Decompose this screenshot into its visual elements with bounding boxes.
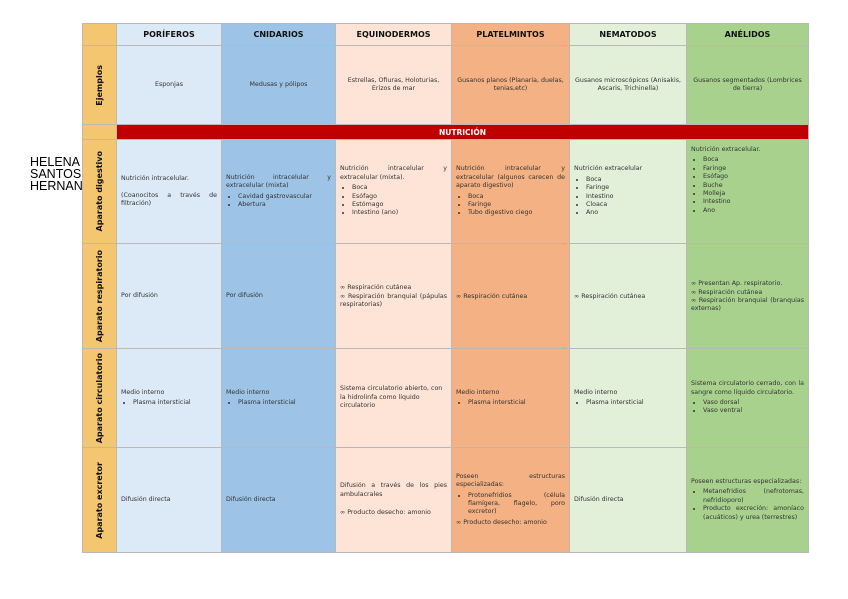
row-excretor [83,448,809,553]
digestivo-anelidos: Nutrición extracelular. • Boca • Faringe • Esófago • Buche • Molleja • Intestino • Ano [687,140,809,244]
row-label-respiratorio: Aparato respiratorio [83,244,117,349]
author-line-2: SANTOS [30,167,82,181]
row-respiratorio [83,244,809,349]
list-item: • Boca [586,176,682,184]
excretor-poriferos: Difusión directa [117,448,222,553]
ejemplos-equinodermos: Estrellas, Ofiuras, Holoturias, Erizos de mar [336,46,452,125]
row-circulatorio [83,349,809,448]
header-equinodermos: EQUINODERMOS [336,24,452,46]
circulatorio-equinodermos: Sistema circulatorio abierto, con la hidrolinfa como líquido circulatorio [336,349,452,448]
ejemplos-anelidos: Gusanos segmentados (Lombrices de tierra) [687,46,809,125]
circulatorio-anelidos: Sistema circulatorio cerrado, con la sangre como líquido circulatorio. • Vaso dorsal • Vaso ventral [687,349,809,448]
list-item: ∞ Respiración cutánea [456,293,565,301]
digestivo-nematodos: Nutrición extracelular • Boca • Faringe • Intestino • Cloaca • Ano [570,140,687,244]
excretor-platelmintos: Poseen estructuras especializadas: • Protonefridios (célula flamígera, flagelo, poro excretor) ∞ Producto desecho: amonio [452,448,570,553]
author-line-3: HERNAN [30,179,83,193]
circulatorio-poriferos: Medio interno • Plasma intersticial [117,349,222,448]
list-item: • Metanefridios (nefrotomas, nefridioporo) [703,488,804,505]
list-item: • Vaso ventral [703,407,804,415]
ejemplos-platelmintos: Gusanos planos (Planaria, duelas, tenias,etc) [452,46,570,125]
list-item: • Abertura [238,201,331,209]
digestivo-platelmintos: Nutrición intracelular y extracelular (algunos carecen de aparato digestivo) • Boca • Faringe • Tubo digestivo ciego [452,140,570,244]
nutricion-band: NUTRICIÓN [117,125,809,140]
header-cnidarios: CNIDARIOS [222,24,336,46]
circulatorio-nematodos: Medio interno • Plasma intersticial [570,349,687,448]
list-item: • Esófago [703,173,804,181]
list-item: ∞ Respiración cutánea [691,289,804,297]
list-item: • Protonefridios (célula flamígera, flagelo, poro excretor) [468,492,565,517]
row-ejemplos [83,46,809,125]
band-left-cell [83,125,117,140]
list-item: • Cloaca [586,201,682,209]
corner-cell [83,24,117,46]
list-item: • Vaso dorsal [703,399,804,407]
row-label-circulatorio: Aparato circulatorio [83,349,117,448]
list-item: • Ano [586,209,682,217]
header-anelidos: ANÉLIDOS [687,24,809,46]
author-line-1: HELENA [30,155,81,169]
list-item: • Plasma intersticial [238,399,331,407]
header-platelmintos: PLATELMINTOS [452,24,570,46]
respiratorio-equinodermos [336,244,452,349]
list-item: • Faringe [703,165,804,173]
digestivo-cnidarios: Nutrición intracelular y extracelular (mixta) • Cavidad gastrovascular • Abertura [222,140,336,244]
list-item: • Faringe [586,184,682,192]
list-item: ∞ Producto desecho: amonio [456,519,565,527]
circulatorio-cnidarios: Medio interno • Plasma intersticial [222,349,336,448]
list-item: • Faringe [468,201,565,209]
list-item: • Intestino (ano) [352,209,447,217]
list-item: • Boca [468,193,565,201]
list-item: ∞ Producto desecho: amonio [340,509,447,517]
excretor-nematodos: Difusión directa [570,448,687,553]
list-item: • Ano [703,207,804,215]
list-item: • Producto excreción: amoníaco (acuáticos) y urea (terrestres) [703,505,804,522]
respiratorio-poriferos: Por difusión [117,244,222,349]
list-item: ∞ Respiración cutánea [574,293,682,301]
list-item: • Intestino [703,198,804,206]
row-label-excretor: Aparato excretor [83,448,117,553]
digestivo-poriferos: Nutrición intracelular. (Coanocitos a través de filtración) [117,140,222,244]
comparison-table [82,23,809,553]
list-item: • Esófago [352,193,447,201]
row-digestivo [83,140,809,244]
list-item: • Plasma intersticial [586,399,682,407]
digestivo-equinodermos: Nutrición intracelular y extracelular (mixta). • Boca • Esófago • Estómago • Intestino (ano) [336,140,452,244]
ejemplos-nematodos: Gusanos microscópicos (Anisakis, Ascaris, Trichinella) [570,46,687,125]
list-item: • Cavidad gastrovascular [238,193,331,201]
header-poriferos: PORÍFEROS [117,24,222,46]
excretor-anelidos: Poseen estructuras especializadas: • Metanefridios (nefrotomas, nefridioporo) • Producto excreción: amoníaco (acuáticos) y urea (terrestres) [687,448,809,553]
header-nematodos: NEMATODOS [570,24,687,46]
list-item: ∞ Respiración branquial (pápulas respiratorias) [340,293,447,310]
list-item: ∞ Respiración branquial (branquias externas) [691,297,804,314]
list-item: • Tubo digestivo ciego [468,209,565,217]
list-item: ∞ Presentan Ap. respiratorio. [691,280,804,288]
list-item: • Intestino [586,193,682,201]
list-item: ∞ Respiración cutánea [340,284,447,292]
list-item: • Boca [703,156,804,164]
excretor-equinodermos: Difusión a través de los pies ambulacrales ∞ Producto desecho: amonio [336,448,452,553]
respiratorio-anelidos [687,244,809,349]
list-item: • Plasma intersticial [133,399,217,407]
list-item: • Buche [703,182,804,190]
respiratorio-platelmintos [452,244,570,349]
list-item: • Estómago [352,201,447,209]
ejemplos-poriferos: Esponjas [117,46,222,125]
row-label-ejemplos: Ejemplos [83,46,117,125]
ejemplos-cnidarios: Medusas y pólipos [222,46,336,125]
row-label-digestivo: Aparato digestivo [83,140,117,244]
circulatorio-platelmintos: Medio interno • Plasma intersticial [452,349,570,448]
nutricion-band-row [83,125,809,140]
list-item: • Plasma intersticial [468,399,565,407]
respiratorio-cnidarios: Por difusión [222,244,336,349]
respiratorio-nematodos [570,244,687,349]
author-name [30,156,83,192]
list-item: • Molleja [703,190,804,198]
header-row [83,24,809,46]
excretor-cnidarios: Difusión directa [222,448,336,553]
list-item: • Boca [352,184,447,192]
